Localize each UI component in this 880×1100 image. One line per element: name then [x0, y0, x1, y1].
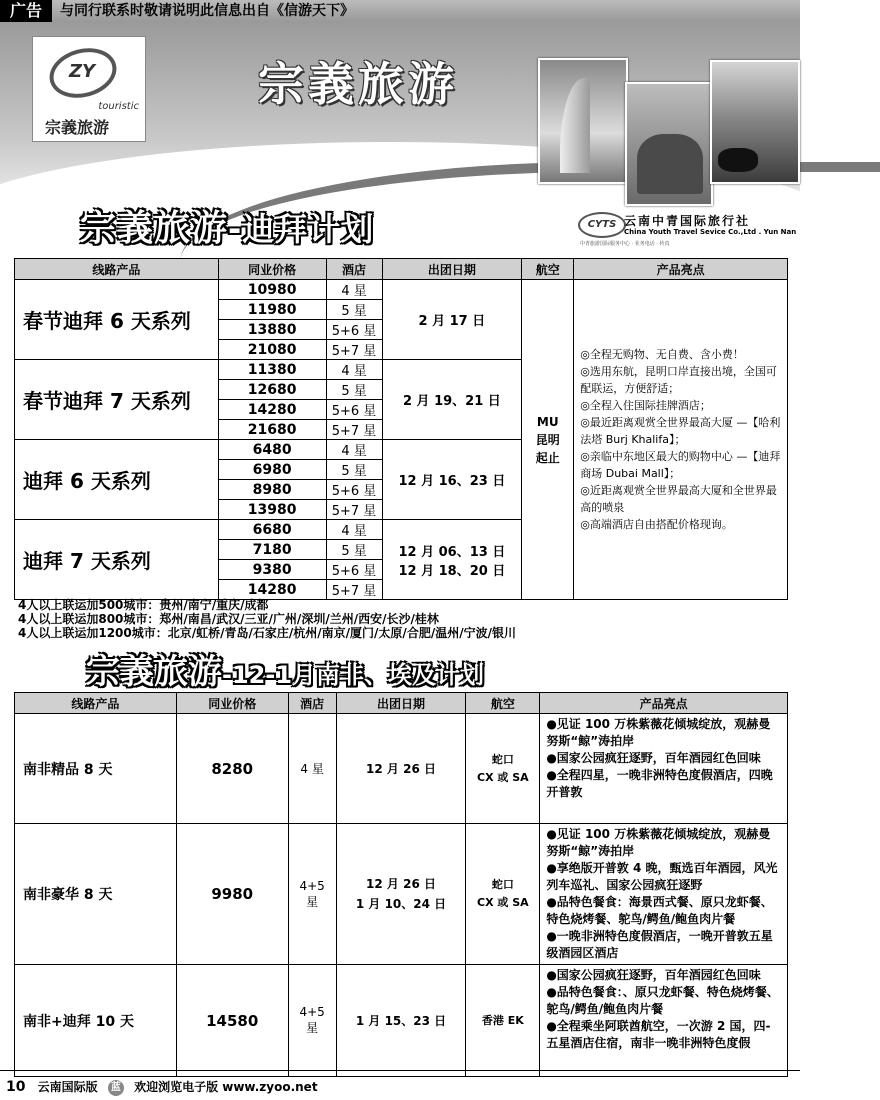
- highlight-item: ●品特色餐食：、原只龙虾餐、特色烧烤餐、鸵鸟/鳄鱼/鲍鱼肉片餐: [546, 985, 779, 1016]
- route-name: 春节迪拜 6 天系列: [15, 280, 219, 360]
- price-cell: 13880: [218, 320, 326, 340]
- table-row: [15, 714, 788, 824]
- page-number: 10: [6, 1079, 26, 1095]
- photo-sphinx: [625, 82, 713, 206]
- hotel-cell: 4 星: [326, 440, 382, 460]
- hotel-cell: [288, 824, 336, 965]
- section2-brand: 宗義旅游: [86, 652, 222, 692]
- agency-name-cn: 云南中青国际旅行社: [624, 214, 751, 228]
- hotel-cell: 5 星: [326, 460, 382, 480]
- price-cell: 21680: [218, 420, 326, 440]
- col-price: 同业价格: [176, 693, 288, 714]
- section1-subtitle: -迪拜计划: [228, 210, 375, 248]
- col-date: 出团日期: [336, 693, 466, 714]
- highlight-item: ●一晚非洲特色度假酒店，一晚开普敦五星级酒园区酒店: [546, 929, 773, 960]
- table-header: [15, 259, 788, 280]
- hotel-cell: 5+7 星: [326, 340, 382, 360]
- airline-line: 蛇口: [491, 752, 514, 766]
- ad-tag: 广告: [0, 0, 52, 22]
- highlights-cell: [540, 824, 788, 965]
- date-line: 12 月 18、20 日: [398, 563, 506, 579]
- hotel-cell: 4 星: [326, 280, 382, 300]
- airline-cell: [466, 714, 540, 824]
- highlight-item: ●国家公园疯狂逐野，百年酒园红色回味: [546, 968, 761, 982]
- edition-name: 云南国际版: [37, 1080, 98, 1094]
- date-line: 1 月 10、24 日: [355, 897, 447, 911]
- section1-brand: 宗義旅游: [80, 208, 229, 249]
- hotel-cell: 5 星: [326, 300, 382, 320]
- date-line: 12 月 26 日: [366, 877, 436, 891]
- agency-logo-icon: CYTS: [578, 212, 626, 238]
- highlight-item: ◎亲临中东地区最大的购物中心 —【迪拜商场 Dubai Mall】；: [580, 450, 781, 480]
- price-cell: 9980: [176, 824, 288, 965]
- photo-savanna: [710, 60, 800, 184]
- hotel-line: 4+5: [299, 878, 325, 893]
- logo-mark: ZY: [69, 61, 96, 82]
- highlight-item: ●全程四星，一晚非洲特色度假酒店，四晚开普敦: [546, 768, 773, 799]
- col-highlights: 产品亮点: [574, 259, 788, 280]
- table-row: [15, 965, 788, 1077]
- highlight-item: ●全程乘坐阿联酋航空，一次游 2 国，四-五星酒店住宿，南非一晚非洲特色度假: [546, 1019, 771, 1050]
- date-cell: 1 月 15、23 日: [336, 965, 466, 1077]
- footer: [6, 1078, 318, 1096]
- price-cell: 9380: [218, 560, 326, 580]
- col-route: 线路产品: [15, 693, 177, 714]
- top-bar: [0, 0, 800, 22]
- price-cell: 11380: [218, 360, 326, 380]
- source-notice: 与同行联系时敬请说明此信息出自《信游天下》: [60, 3, 354, 19]
- airline-line: CX 或 SA: [477, 896, 529, 909]
- price-cell: 7180: [218, 540, 326, 560]
- price-cell: 11980: [218, 300, 326, 320]
- hotel-cell: [288, 965, 336, 1077]
- logo-chinese: 宗義旅游: [45, 118, 110, 137]
- route-name: 南非精品 8 天: [15, 714, 177, 824]
- highlights-cell: [574, 280, 788, 600]
- table-row: [15, 824, 788, 965]
- airline-line: CX 或 SA: [477, 770, 529, 784]
- price-cell: 14280: [218, 400, 326, 420]
- hotel-cell: 4 星: [326, 520, 382, 540]
- price-cell: 6680: [218, 520, 326, 540]
- agency-name-en: China Youth Travel Sevice Co.,Ltd . Yun Nan: [624, 228, 797, 236]
- highlight-item: ◎近距离观赏全世界最高大厦和全世界最高的喷泉: [580, 484, 777, 514]
- hotel-line: 星: [306, 1021, 319, 1035]
- route-name: 南非豪华 8 天: [15, 824, 177, 965]
- date-line: 12 月 06、13 日: [398, 544, 506, 560]
- highlights-cell: [540, 965, 788, 1077]
- highlight-item: ◎高端酒店自由搭配价格现询。: [580, 518, 733, 531]
- sphinx-icon: [637, 134, 703, 194]
- sail-building-icon: [560, 78, 590, 173]
- price-cell: 13980: [218, 500, 326, 520]
- highlight-item: ◎选用东航，昆明口岸直接出境，全国可配联运，方便舒适；: [580, 365, 777, 395]
- airline-cell: [522, 280, 574, 600]
- highlight-item: ◎全程入住国际挂牌酒店；: [580, 399, 711, 412]
- price-cell: 10980: [218, 280, 326, 300]
- col-hotel: 酒店: [326, 259, 382, 280]
- hotel-cell: 5+7 星: [326, 420, 382, 440]
- col-price: 同业价格: [218, 259, 326, 280]
- banner-brand-title: 宗義旅游: [258, 57, 458, 111]
- wildebeest-icon: [718, 148, 758, 172]
- airline-line: 蛇口: [491, 878, 514, 891]
- price-cell: 8980: [218, 480, 326, 500]
- route-name: 迪拜 6 天系列: [15, 440, 219, 520]
- south-africa-price-table: [14, 692, 788, 1077]
- airline-cell: [466, 824, 540, 965]
- col-air: 航空: [522, 259, 574, 280]
- highlight-item: ●享绝版开普敦 4 晚，甄选百年酒园，风光列车巡礼、国家公园疯狂逐野: [546, 861, 778, 892]
- highlight-item: ●国家公园疯狂逐野，百年酒园红色回味: [546, 751, 761, 765]
- note-line: 4人以上联运加1200城市：北京/虹桥/青岛/石家庄/杭州/南京/厦门/太原/合肥/温州/宁波/银川: [18, 626, 516, 640]
- price-cell: 6480: [218, 440, 326, 460]
- hotel-cell: 5 星: [326, 540, 382, 560]
- date-cell: 12 月 26 日: [336, 714, 466, 824]
- airline-line: MU: [536, 414, 559, 429]
- highlight-item: ◎最近距离观赏全世界最高大厦 —【哈利法塔 Burj Khalifa】；: [580, 416, 781, 446]
- highlight-item: ●见证 100 万株紫薇花倾城绽放，观赫曼努斯“鲸”涛拍岸: [546, 827, 771, 858]
- hotel-cell: 5 星: [326, 380, 382, 400]
- hotel-cell: 5+7 星: [326, 500, 382, 520]
- date-cell: [382, 520, 522, 600]
- section2-title: [86, 644, 484, 693]
- col-date: 出团日期: [382, 259, 522, 280]
- hotel-cell: 5+6 星: [326, 320, 382, 340]
- photo-burj-al-arab: [538, 58, 628, 184]
- dubai-price-table: [14, 258, 788, 600]
- edition-badge-icon: 蓝: [108, 1080, 124, 1096]
- hotel-cell: 5+7 星: [326, 580, 382, 600]
- table-header: [15, 693, 788, 714]
- date-cell: 2 月 19、21 日: [382, 360, 522, 440]
- price-cell: 14280: [218, 580, 326, 600]
- highlight-item: ●见证 100 万株紫薇花倾城绽放，观赫曼努斯“鲸”涛拍岸: [546, 717, 771, 748]
- price-cell: 21080: [218, 340, 326, 360]
- col-air: 航空: [466, 693, 540, 714]
- route-name: 春节迪拜 7 天系列: [15, 360, 219, 440]
- airline-line: 起止: [535, 450, 560, 465]
- date-cell: 12 月 16、23 日: [382, 440, 522, 520]
- price-cell: 8280: [176, 714, 288, 824]
- route-name: 迪拜 7 天系列: [15, 520, 219, 600]
- price-cell: 6980: [218, 460, 326, 480]
- logo-english: touristic: [98, 101, 139, 112]
- connection-notes: [18, 598, 516, 640]
- footer-link[interactable]: 欢迎浏览电子版 www.zyoo.net: [134, 1080, 318, 1094]
- agency-contact: 中青旅游国际服务中心 · 业务电话 · 传真: [580, 241, 670, 247]
- hotel-cell: 4 星: [288, 714, 336, 824]
- col-route: 线路产品: [15, 259, 219, 280]
- col-hotel: 酒店: [288, 693, 336, 714]
- hotel-line: 4+5: [299, 1005, 325, 1019]
- price-cell: 12680: [218, 380, 326, 400]
- date-cell: [336, 824, 466, 965]
- highlight-item: ●品特色餐食：海景西式餐、原只龙虾餐、特色烧烤餐、鸵鸟/鳄鱼/鲍鱼肉片餐: [546, 895, 773, 926]
- route-name: 南非+迪拜 10 天: [15, 965, 177, 1077]
- hotel-cell: 5+6 星: [326, 400, 382, 420]
- col-highlights: 产品亮点: [540, 693, 788, 714]
- section2-subtitle: -12-1月南非、埃及计划: [222, 661, 485, 689]
- section1-title: [80, 200, 374, 251]
- date-cell: 2 月 17 日: [382, 280, 522, 360]
- airline-cell: 香港 EK: [466, 965, 540, 1077]
- airline-line: 昆明: [535, 432, 560, 447]
- note-line: 4人以上联运加500城市：贵州/南宁/重庆/成都: [18, 598, 269, 612]
- highlights-cell: [540, 714, 788, 824]
- hotel-line: 星: [306, 894, 319, 909]
- highlight-item: ◎全程无购物、无自费、含小费！: [580, 348, 744, 361]
- footer-divider: [0, 1070, 800, 1071]
- price-cell: 14580: [176, 965, 288, 1077]
- company-logo: [32, 36, 146, 142]
- note-line: 4人以上联运加800城市：郑州/南昌/武汉/三亚/广州/深圳/兰州/西安/长沙/桂林: [18, 612, 439, 626]
- hotel-cell: 4 星: [326, 360, 382, 380]
- table-row: [15, 280, 788, 300]
- hotel-cell: 5+6 星: [326, 560, 382, 580]
- hotel-cell: 5+6 星: [326, 480, 382, 500]
